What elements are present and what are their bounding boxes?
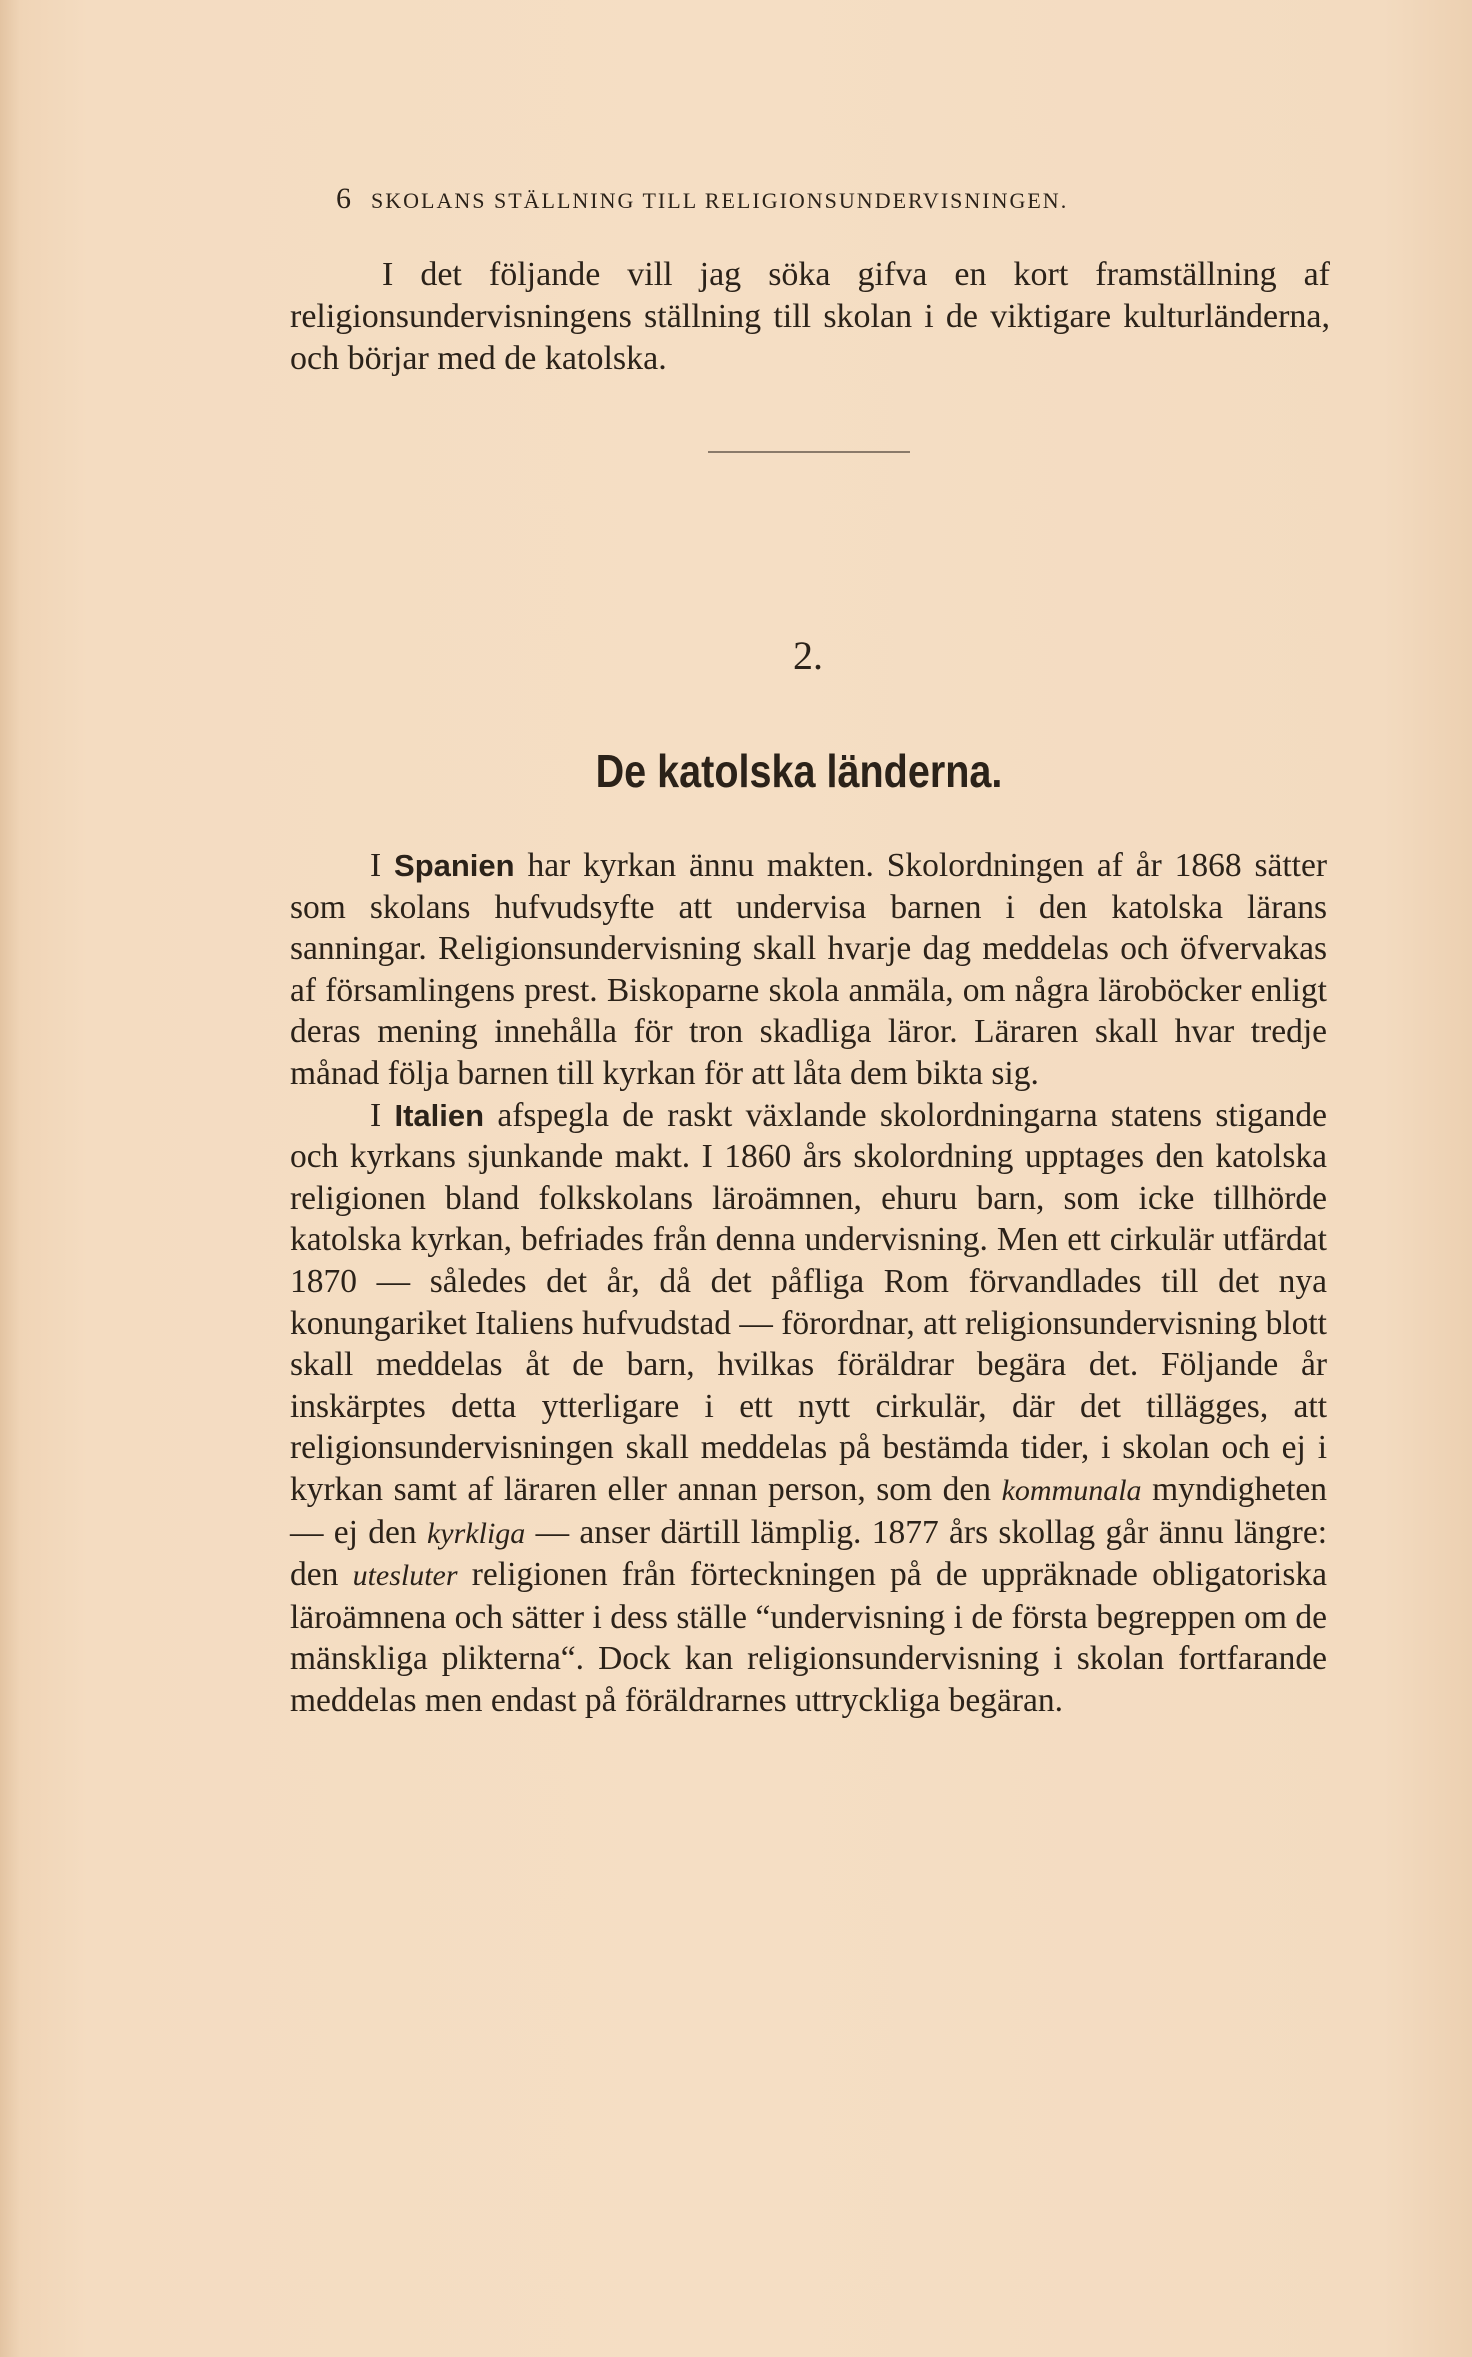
- intro-paragraph: I det följande vill jag söka gifva en kort framställning af religionsundervisningens ställning till skolan i de viktigare kulturländerna, och börjar med de katolska.: [290, 256, 1330, 377]
- place-name-spain: Spanien: [394, 848, 515, 883]
- running-title: SKOLANS STÄLLNING TILL RELIGIONSUNDERVISNINGEN.: [371, 188, 1069, 213]
- paragraph-text: har kyrkan ännu makten. Skolordningen af år 1868 sätter som skolans hufvudsyfte att undervisa barnen i den katolska lärans sanningar. Religionsundervisning skall hvarje dag meddelas och öfvervakas af församlingens prest. Biskoparne skola anmäla, om några läroböcker enligt deras mening innehålla för tron skadliga läror. Läraren skall hvar tredje månad följa barnen till kyrkan för att låta dem bikta sig.: [290, 847, 1328, 1092]
- paragraph-text-d: religionen från förteckningen på de uppräknade obligatoriska läroämnena och sätter i dess ställe “undervisning i de första begreppen om de mänskliga plikterna“. Dock kan religionsundervisning i skolan fortfarande meddelas men endast på föräldrarnes uttryckliga begäran.: [290, 1556, 1328, 1719]
- section-number: 2.: [793, 633, 823, 678]
- body-text: [290, 845, 1327, 1721]
- paragraph-text-a: afspegla de raskt växlande skolordningarna statens stigande och kyrkans sjunkande makt. I 1860 års skolordning upptages den katolska religionen bland folkskolans läroämnen, ehuru barn, som icke tillhörde katolska kyrkan, befriades från denna undervisning. Men ett cirkulär utfärdat 1870 — således det år, då det påfliga Rom förvandlades till det nya konungariket Italiens hufvudstad — förordnar, att religionsundervisning blott skall meddelas åt de barn, hvilkas föräldrar begära det. Följande år inskärptes detta ytterligare i ett nytt cirkulär, där det tillägges, att religionsundervisningen skall meddelas på bestämda tider, i skolan och ej i kyrkan samt af läraren eller annan person, som den: [290, 1096, 1328, 1508]
- place-name-italy: Italien: [394, 1097, 485, 1133]
- paragraph-italy: [290, 1095, 1327, 1722]
- paragraph-spain: [290, 845, 1327, 1095]
- emphasis-kyrkliga: kyrkliga: [426, 1516, 526, 1550]
- page-number: 6: [336, 182, 351, 215]
- page-edge-shadow: [0, 0, 20, 2357]
- emphasis-utesluter: utesluter: [352, 1559, 458, 1593]
- paragraph-lead: I: [370, 1096, 382, 1134]
- running-header: [336, 182, 1326, 216]
- paragraph-text-b: myndigheten — ej den: [290, 1470, 1328, 1551]
- section-divider-rule: [708, 451, 910, 453]
- paragraph-lead: I: [370, 847, 382, 884]
- section-title: De katolska länderna.: [595, 745, 1003, 797]
- paragraph-text-c: — anser därtill lämplig. 1877 års skollag går ännu längre: den: [290, 1513, 1328, 1594]
- emphasis-kommunala: kommunala: [1001, 1473, 1142, 1507]
